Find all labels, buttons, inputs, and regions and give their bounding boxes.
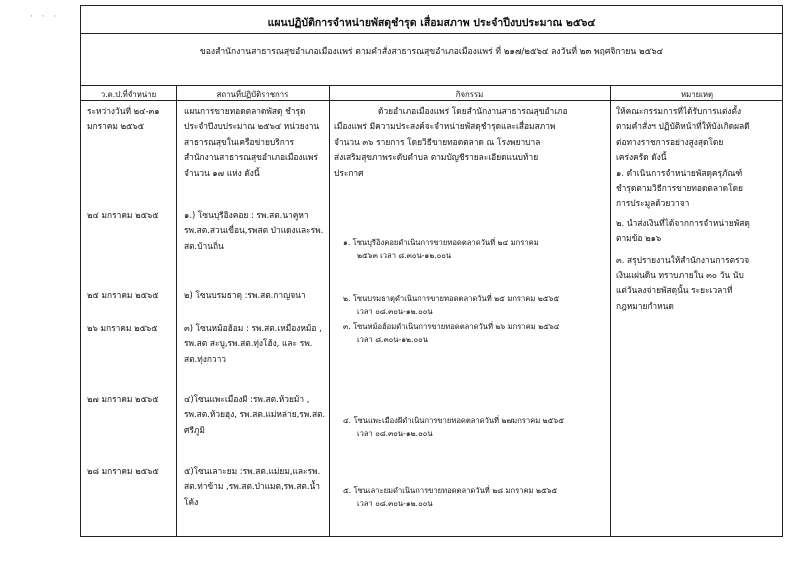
column-header-date: ว.ด.ป.ที่จำหน่าย: [100, 90, 157, 99]
row-3-activity: ๓. โซนหม้อฮ้อมดำเนินการขายทอดตลาดวันที่ ๒๖ มกราคม ๒๕๖๔ เวลา ๘.๓๐น-๑๒.๐๐น: [343, 322, 560, 344]
document-table: [80, 5, 783, 537]
remarks-text: ให้คณะกรรมการที่ได้รับการแต่งตั้ง ตามคำสั่งฯ ปฏิบัติหน้าที่ให้บังเกิดผลดี ต่อทางราชการอย่างสูงสุดโดย เคร่งครัด ดังนี้ ๑. ดำเนินการจำหน่ายพัสดุครุภัณฑ์ ชำรุดตามวิธีการขายทอดตลาดโดย การประมูลด้วยวาจา ๒. นำส่งเงินที่ได้จากการจำหน่ายพัสดุ ตามข้อ ๒๑๖ ๓. สรุปรายงานให้สำนักงานการตรวจ เงินแผ่นดิน ทราบภายใน ๓๐ วัน นับ แต่วันลงจ่ายพัสดุนั้น ระยะเวลาที่ กฎหมายกำหนด: [616, 106, 750, 311]
document-subtitle: ของสำนักงานสาธารณสุขอำเภอเมืองแพร่ ตามคำสั่งสาธารณสุขอำเภอเมืองแพร่ ที่ ๒๑๗/๒๕๖๔ ลงวันที่ ๒๓ พฤศจิกายน ๒๕๖๔: [199, 47, 664, 57]
scan-noise: · · ·: [30, 12, 60, 22]
intro-place: แผนการขายทอดตลาดพัสดุ ชำรุด ประจำปีงบประมาณ ๒๕๖๔ หน่วยงาน สาธารณสุขในเครือข่ายบริการ สำนักงานสาธารณสุขอำเภอเมืองแพร่ จำนวน ๑๗ แห่ง ดังนี้: [184, 106, 320, 178]
row-1-activity: ๑. โซนบุรีอิงคอยดำเนินการขายทอดตลาดวันที่ ๒๔ มกราคม ๒๕๖๓ เวลา ๘.๓๐น-๑๒.๐๐น: [343, 238, 539, 260]
row-2-date: ๒๕ มกราคม ๒๕๖๕: [87, 290, 159, 300]
column-header-activity: กิจกรรม: [455, 90, 484, 99]
row-1-place: ๑.) โซนบุรีอิงคอย : รพ.สต.นาคูหา รพ.สต.สวนเขื่อน,รพสต ป่าแดงและรพ. สต.บ้านถิ่น: [184, 210, 324, 251]
row-4-activity: ๔. โซนแพะเมืองผีดำเนินการขายทอดตลาดวันที่ ๒๗มกราคม ๒๕๖๕ เวลา ๐๘.๓๐น-๑๒.๐๐น: [343, 416, 564, 438]
document-title: แผนปฏิบัติการจำหน่ายพัสดุชำรุด เสื่อมสภาพ ประจำปีงบประมาณ ๒๕๖๔: [267, 17, 596, 29]
row-5-activity: ๕. โซนเลาะยมดำเนินการขายทอดตลาดวันที่ ๒๘ มกราคม ๒๕๖๕ เวลา ๐๘.๓๐น-๑๒.๐๐น: [343, 486, 558, 508]
row-5-date: ๒๘ มกราคม ๒๕๖๕: [87, 466, 159, 476]
title-divider: [81, 33, 782, 34]
subtitle-divider: [81, 85, 782, 86]
column-divider-1: [176, 85, 177, 536]
row-2-place: ๒) โซนบรมธาตุ :รพ.สต.กาญจนา: [184, 290, 306, 300]
row-3-date: ๒๖ มกราคม ๒๕๖๕: [87, 323, 158, 333]
column-divider-3: [610, 85, 611, 536]
row-5-place: ๕)โซนเลาะยม :รพ.สต.แม่ยม,และรพ. สต.ท่าข้าม ,รพ.สต.ป่าแมต,รพ.สต.น้ำ โค้ง: [184, 466, 321, 507]
intro-date: ระหว่างวันที่ ๒๔-๓๑ มกราคม ๒๕๖๕: [87, 106, 160, 132]
row-4-place: ๔)โซนแพะเมืองผี :รพ.สต.ห้วยม้า , รพ.สต.ห้วยฮุง, รพ.สต.แม่หล่าย,รพ.สต. ศรีภูมิ: [184, 394, 326, 435]
row-1-date: ๒๔ มกราคม ๒๕๖๕: [87, 210, 159, 220]
row-2-activity: ๒. โซนบรมธาตุดำเนินการขายทอดตลาดวันที่ ๒๕ มกราคม ๒๕๖๕ เวลา ๐๘.๓๐น-๑๒.๐๐น: [343, 294, 560, 316]
column-header-remarks: หมายเหตุ: [680, 90, 714, 99]
row-3-place: ๓) โซนหม้อฮ้อม : รพ.สต.เหมืองหม้อ , รพ.สต สะบู,รพ.สต.ทุ่งโฮ้ง, และ รพ. สต.ทุ่งกวาว: [184, 323, 322, 364]
column-header-place: สถานที่ปฏิบัติราชการ: [216, 90, 289, 99]
column-divider-2: [329, 85, 330, 536]
row-4-date: ๒๗ มกราคม ๒๕๖๕: [87, 394, 159, 404]
intro-activity: ด้วยอำเภอเมืองแพร่ โดยสำนักงานสาธารณสุขอำเภอ เมืองแพร่ มีความประสงค์จะจำหน่ายพัสดุชำรุดและเสื่อมสภาพ จำนวน ๓๖ รายการ โดยวิธีขายทอดตลาด ณ โรงพยาบาล ส่งเสริมสุขภาพระดับตำบล ตามบัญชีรายละเอียดแนบท้าย ประกาศ: [334, 106, 568, 178]
